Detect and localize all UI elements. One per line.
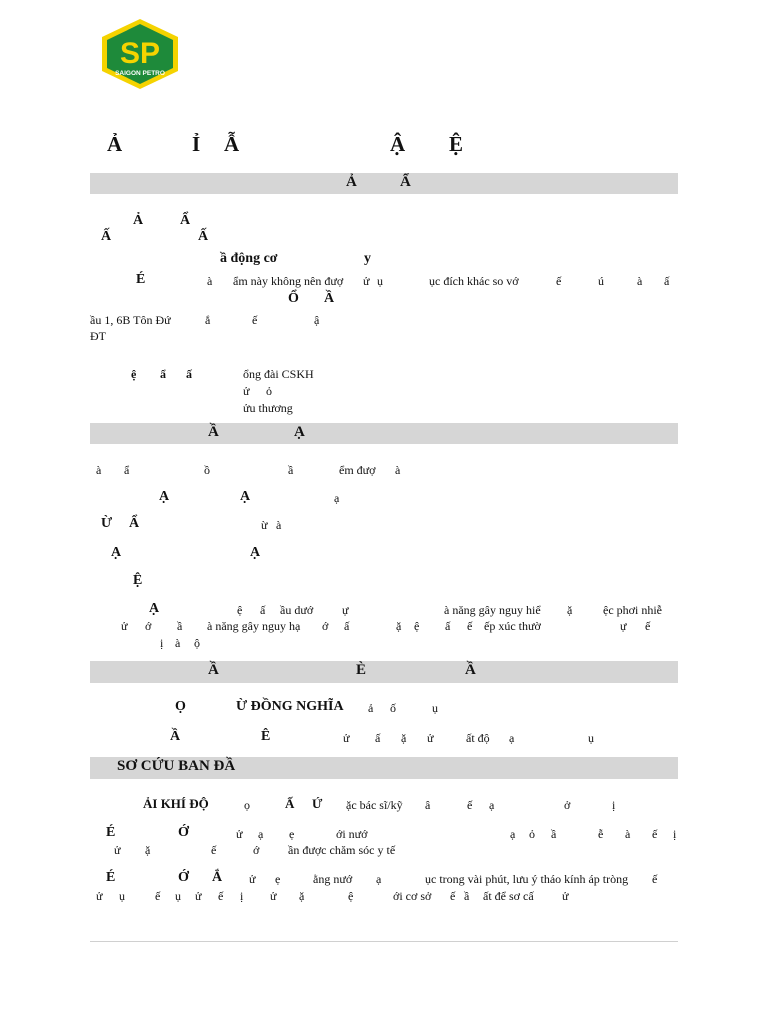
s1-text: à [637,274,643,288]
s4-text: ới cơ sở [393,889,432,903]
s1-text: Ẩ [180,213,191,228]
s4-text: ớ [253,843,260,857]
s3-text: ố [390,701,396,715]
s4-text: ế [218,889,224,903]
s4-text: ị [673,827,677,841]
s2-text: ẩ [124,463,130,477]
s2-text: ớ [145,619,152,633]
s4-text: ặ [145,843,151,857]
s4-text: ử [562,889,569,903]
s1-phone-label: ĐT [90,329,106,343]
s2-text: à [96,463,102,477]
s4-text: ị [612,798,616,812]
s4-text: ạ [489,798,495,812]
s4-text: ầ [551,827,557,841]
s4-text: ử [236,827,243,841]
s1-text: ậ [314,313,320,327]
s2-text: Ừ [101,516,113,531]
s4-text: ử [270,889,277,903]
title-char: Ẫ [224,132,240,156]
s4-text: ế [467,798,473,812]
s1-text: ử [243,384,250,398]
s4-text: Ớ [178,870,189,885]
s3-text: Ầ [170,729,181,744]
s1-text: ửu thương [243,401,293,415]
s2-text: ầ [177,619,183,633]
s4-text: ạ [258,827,264,841]
s4-text: ất để sơ cấ [483,889,534,903]
s2-text: ệc phơi nhiễ [603,603,662,617]
s3-text: ất độ [466,731,490,745]
s2-text: à [395,463,401,477]
s2-text: ấ [344,619,350,633]
s4-text: ẹ [275,872,281,886]
s4-text: ị [240,889,244,903]
s2-text: ệ [414,619,420,633]
s2-text: ặ [567,603,573,617]
s2-text: ặ [396,619,402,633]
s2-text: Ạ [240,489,251,504]
s3-text: Ọ [175,699,186,714]
s1-text: ầ động cơ [220,251,278,266]
s2-text: ấ [260,603,266,617]
title-char: Ỉ [192,132,201,156]
s4-text: ế [211,843,217,857]
s1-text: ế [556,274,562,288]
s2-text: Ẩ [129,516,140,531]
s4-text: ẹ [289,827,295,841]
s2-text: ự [620,619,627,633]
logo-hexagon-icon [101,18,179,90]
section-4-header: SƠ CỨU BAN ĐẦ [90,757,678,779]
s4-text: ặ [299,889,305,903]
svg-text:SP: SP [119,37,161,70]
s2-text: ế [645,619,651,633]
s3-text: ụ [432,701,438,715]
s2-text: Ệ [133,573,143,588]
s1-text: y [364,251,371,266]
s1-address: ầu 1, 6B Tôn Đứ [90,313,171,327]
s4-text: ầ [464,889,470,903]
s2-text: à năng gây nguy hạ [207,619,301,633]
s2-text: ệ [237,603,243,617]
s1-text: ế [252,313,258,327]
s3-text: ặ [401,731,407,745]
s1-text: Ấ [101,229,112,244]
s4-text: ỏ [529,827,535,841]
s4-text: ới nướ [336,827,368,841]
s4-text: Ớ [178,825,189,840]
s4-text: ử [96,889,103,903]
s2-text: ự [342,603,349,617]
s4-text: ụ [119,889,125,903]
s2-text: ếp xúc thườ [484,619,541,633]
s4-text: ặc bác sĩ/kỹ [346,798,403,812]
s4-text: ễ [598,827,604,841]
s4-text: â [425,798,431,812]
s4-inhalation-label: ẢI KHÍ ĐỘ [143,796,209,811]
s1-hotline: ổng đài CSKH [243,367,314,381]
s2-text: ồ [204,463,210,477]
s4-text: ử [114,843,121,857]
s2-text: ạ [334,491,340,505]
s3-text: ả [368,701,374,715]
s2-text: à [175,636,181,650]
s3-text: Ê [261,729,271,744]
s4-text: É [106,870,116,885]
s1-text: Ổ [288,291,299,306]
s1-text: Ấ [198,229,209,244]
title-char: Ệ [449,132,464,156]
s4-text: Ứ [312,796,323,811]
s2-text: à [276,518,282,532]
s1-text: ụ [377,274,383,288]
s4-text: É [106,825,116,840]
s1-text: ắ [205,313,211,327]
s2-text: ị [160,636,164,650]
s2-text: ử [121,619,128,633]
section-3-header: Ầ È Ầ [90,661,678,683]
s1-text: à [207,274,213,288]
s3-text: ụ [588,731,594,745]
s3-text: ạ [509,731,515,745]
s4-text: Ắ [212,870,223,885]
s4-text: ế [155,889,161,903]
s2-text: ầ [288,463,294,477]
s4-text: ạ [510,827,516,841]
s1-text: Ầ [324,291,335,306]
s3-text: ấ [375,731,381,745]
s1-text: ỏ [266,384,272,398]
title-char: Ậ [390,132,406,156]
s3-text: ử [343,731,350,745]
s2-text: ểm đượ [339,463,376,477]
s4-text: ử [249,872,256,886]
s1-text: ẩ [160,367,166,381]
s4-text: ụ [175,889,181,903]
s4-text: ở [564,798,571,812]
s2-text: à năng gây nguy hiể [444,603,541,617]
s4-text: à [625,827,631,841]
s1-text: ấ [186,367,192,381]
s2-text: ộ [194,636,200,650]
s2-text: ớ [322,619,329,633]
s2-text: Ạ [111,545,122,560]
s4-text: Ấ [285,796,295,811]
s4-text: ế [652,827,658,841]
s1-text: ử [363,274,370,288]
s1-text: É [136,272,146,287]
saigon-petro-logo [101,18,179,90]
s2-text: ấ [445,619,451,633]
s1-text: ú [598,274,604,288]
s4-text: ế [450,889,456,903]
s1-text: ục đích khác so vớ [429,274,519,288]
s3-text: ử [427,731,434,745]
s1-text: ấ [664,274,670,288]
svg-text:SAIGON PETRO: SAIGON PETRO [115,70,165,77]
s2-text: ầu dướ [280,603,314,617]
s4-text: ần được chăm sóc y tế [288,843,396,857]
s1-text: Ả [133,213,144,228]
s4-text: ục trong vài phút, lưu ý tháo kính áp tròng [425,872,629,886]
s2-text: ế [467,619,473,633]
s2-text: Ạ [149,601,160,616]
s4-text: ạ [376,872,382,886]
s4-text: ử [195,889,202,903]
s2-text: ừ [261,518,268,532]
section-1-header: Ả Ẩ [90,173,678,194]
s4-text: ế [652,872,658,886]
s1-text: ẩm này không nên đượ [233,274,344,288]
footer-divider [90,941,678,942]
title-char: Ả [107,132,123,156]
s3-synonyms-label: Ừ ĐỒNG NGHĨA [236,699,344,714]
s1-text: ệ [131,367,137,381]
s2-text: Ạ [159,489,170,504]
s4-text: ọ [244,798,250,812]
section-2-header: Ầ Ạ [90,423,678,444]
s4-text: ệ [348,889,354,903]
s4-text: ằng nướ [313,872,353,886]
s2-text: Ạ [250,545,261,560]
